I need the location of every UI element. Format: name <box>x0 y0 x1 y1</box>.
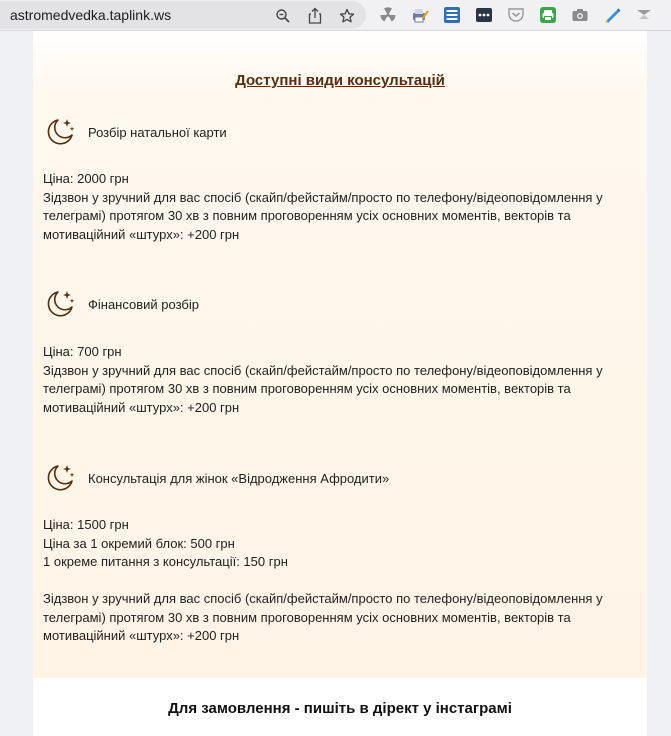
consultation-item-aphrodite <box>43 461 389 495</box>
moon-stars-icon <box>43 115 77 149</box>
item-description <box>43 170 639 244</box>
zoom-icon[interactable] <box>273 6 293 26</box>
print-edit-extension-icon[interactable] <box>410 5 430 25</box>
description-line: мотиваційний «штурх»: +200 грн <box>43 226 240 242</box>
description-line: телеграмі) протягом 30 хв з повним проговоренням усіх основних моментів, векторів та <box>43 381 571 396</box>
price-line: 1 окреме питання з консультації: 150 грн <box>43 554 288 569</box>
item-description <box>43 516 639 646</box>
price-line: Ціна: 700 грн <box>43 344 122 359</box>
section-title: Доступні види консультацій <box>235 72 445 89</box>
pocket-icon[interactable] <box>506 5 526 25</box>
price-line: Ціна: 2000 грн <box>43 171 129 186</box>
share-icon[interactable] <box>305 6 325 26</box>
address-bar[interactable] <box>0 1 366 29</box>
url-text[interactable]: astromedvedka.taplink.ws <box>10 7 172 23</box>
consultation-item-natal-chart <box>43 115 227 149</box>
description-line: мотиваційний «штурх»: +200 грн <box>43 399 240 415</box>
camera-extension-icon[interactable] <box>570 5 590 25</box>
item-description <box>43 343 639 417</box>
spacer-line <box>43 572 639 591</box>
radiation-extension-icon[interactable] <box>378 5 398 25</box>
moon-stars-icon <box>43 287 77 321</box>
description-line: мотиваційний «штурх»: +200 грн <box>43 628 240 643</box>
item-title: Консультація для жінок «Відродження Афродити» <box>88 470 390 486</box>
consultation-item-financial <box>43 287 199 321</box>
item-title: Розбір натальної карти <box>88 124 227 140</box>
description-line: Зідзвон у зручний для вас спосіб (скайп/фейстайм/просто по телефону/відеоповідомлення у <box>43 189 603 205</box>
description-line: телеграмі) протягом 30 хв з повним проговоренням усіх основних моментів, векторів та <box>43 208 571 223</box>
more-dots-extension-icon[interactable] <box>474 5 494 25</box>
printer-extension-icon[interactable] <box>538 5 558 25</box>
consultations-block <box>33 31 647 678</box>
order-instructions: Для замовлення - пишіть в дірект у інстаграмі <box>168 700 512 717</box>
download-extension-icon[interactable] <box>634 5 654 25</box>
description-line: телеграмі) протягом 30 хв з повним проговоренням усіх основних моментів, векторів та <box>43 609 571 625</box>
taplink-page <box>33 31 647 736</box>
price-line: Ціна: 1500 грн <box>43 517 129 532</box>
moon-stars-icon <box>43 461 77 495</box>
highlighter-extension-icon[interactable] <box>602 5 622 25</box>
price-line: Ціна за 1 окремий блок: 500 грн <box>43 535 235 551</box>
bookmark-star-icon[interactable] <box>337 6 357 26</box>
description-line: Зідзвон у зручний для вас спосіб (скайп/фейстайм/просто по телефону/відеоповідомлення у <box>43 362 603 378</box>
item-title: Фінансовий розбір <box>88 296 199 312</box>
swatches-extension-icon[interactable] <box>442 5 462 25</box>
description-line: Зідзвон у зручний для вас спосіб (скайп/фейстайм/просто по телефону/відеоповідомлення у <box>43 591 603 606</box>
browser-toolbar <box>0 0 671 31</box>
